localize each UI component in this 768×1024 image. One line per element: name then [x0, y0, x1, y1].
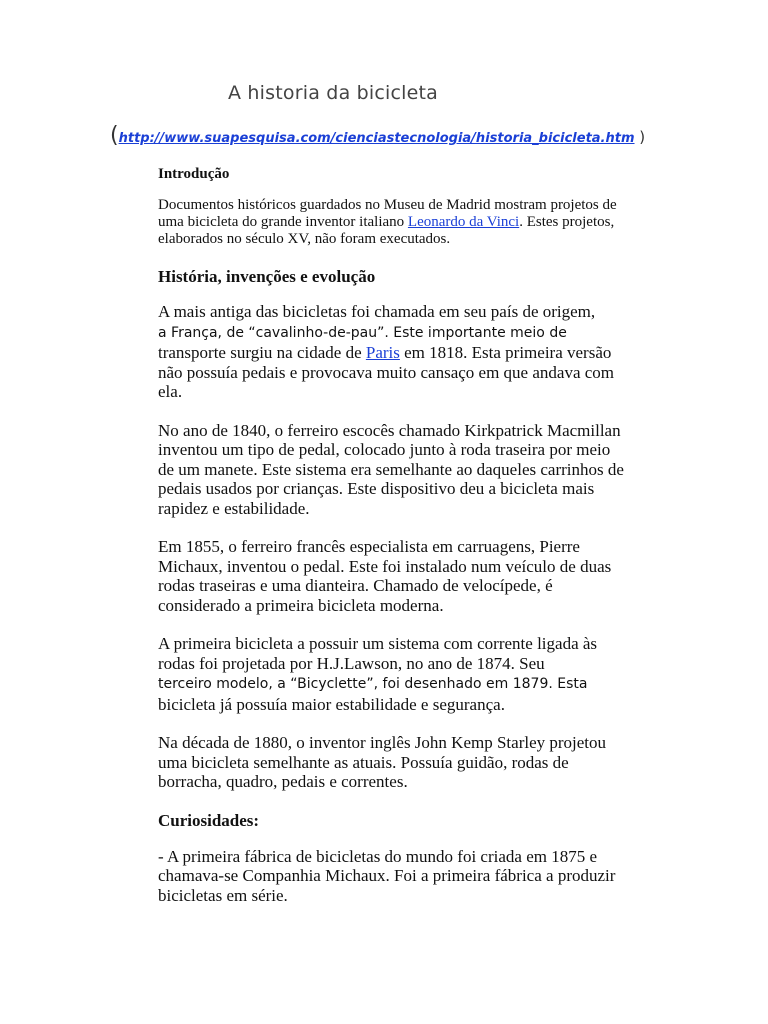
intro-text-after-link: . Estes projetos, elaborados no século XV, não foram executados.	[158, 214, 615, 247]
p1-part3: transporte surgiu na cidade de	[158, 343, 366, 362]
intro-heading: Introdução	[158, 166, 230, 182]
source-link[interactable]: http://www.suapesquisa.com/cienciastecnologia/historia_bicicleta.htm	[118, 131, 635, 146]
curiosity-item-1: - A primeira fábrica de bicicletas do mundo foi criada em 1875 e chamava-se Companhia Michaux. Foi a primeira fábrica a produzir bicicletas em série.	[158, 846, 616, 905]
intro-text-before-link: Documentos históricos guardados no Museu de Madrid mostram projetos de uma bicicleta do grande inventor italiano	[158, 197, 617, 230]
history-paragraph-3: Em 1855, o ferreiro francês especialista em carruagens, Pierre Michaux, inventou o pedal. Este foi instalado num veículo de duas rodas traseiras e uma dianteira. Chamado de velocípede, é considerado a primeira bicicleta moderna.	[158, 537, 612, 615]
intro-paragraph	[158, 197, 628, 248]
p4-part2: terceiro modelo, a “Bicyclette”, foi desenhado em 1879. Esta	[158, 676, 588, 692]
history-paragraph-4	[158, 634, 628, 714]
page-title: A historia da bicicleta	[228, 82, 439, 104]
source-close-paren: )	[634, 128, 646, 146]
history-paragraph-2: No ano de 1840, o ferreiro escocês chamado Kirkpatrick Macmillan inventou um tipo de pedal, colocado junto à roda traseira por meio de um manete. Este sistema era semelhante ao daqueles carrinhos de pedais usados por crianças. Este dispositivo deu a bicicleta mais rapidez e estabilidade.	[158, 420, 624, 518]
source-open-paren: (	[110, 123, 119, 148]
source-line	[110, 123, 645, 148]
article-body	[158, 166, 628, 924]
history-heading: História, invenções e evolução	[158, 267, 376, 286]
history-paragraph-1	[158, 302, 628, 402]
p1-part1: A mais antiga das bicicletas foi chamada em seu país de origem,	[158, 302, 596, 321]
paris-link[interactable]: Paris	[365, 343, 400, 362]
p1-part2: a França, de “cavalinho-de-pau”. Este importante meio de	[158, 324, 567, 341]
p1-part4: em 1818. Esta primeira versão não possuía pedais e provocava muito cansaço em que andava com ela.	[158, 343, 615, 401]
curiosities-heading: Curiosidades:	[158, 810, 260, 830]
history-paragraph-5: Na década de 1880, o inventor inglês John Kemp Starley projetou uma bicicleta semelhante as atuais. Possuía guidão, rodas de borracha, quadro, pedais e correntes.	[158, 733, 607, 791]
p4-part3: bicicleta já possuía maior estabilidade e segurança.	[158, 694, 505, 714]
leonardo-da-vinci-link[interactable]: Leonardo da Vinci	[407, 214, 520, 230]
p4-part1: A primeira bicicleta a possuir um sistema com corrente ligada às rodas foi projetada por H.J.Lawson, no ano de 1874. Seu	[158, 634, 598, 673]
